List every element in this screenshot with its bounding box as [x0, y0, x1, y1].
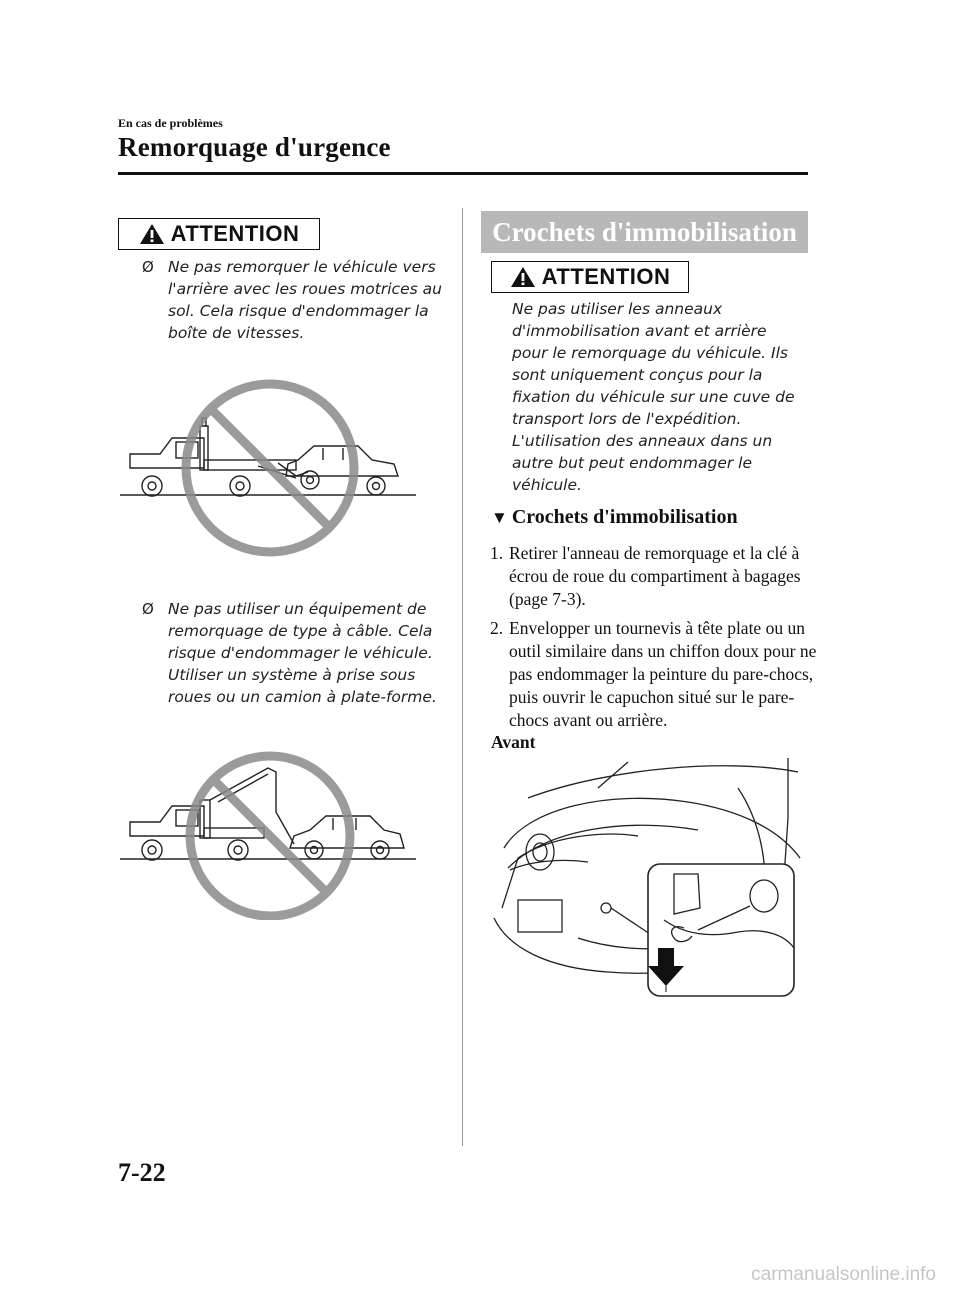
warning-item-1 [142, 256, 443, 344]
sub-heading [491, 506, 738, 529]
sub-heading-text: Crochets d'immobilisation [511, 506, 738, 528]
watermark: carmanualsonline.info [751, 1264, 936, 1285]
running-head: En cas de problèmes [118, 116, 223, 130]
step-number: 1. [490, 543, 504, 563]
warning-triangle-icon [510, 266, 536, 288]
attention-text-right: Ne pas utiliser les anneaux d'immobilisation avant et arrière pour le remorquage du véhicule. Ils sont uniquement conçus pour la fixation du véhicule sur une cuve de transport lors de l'expédition. L'utilisation des anneaux dans un autre but peut endommager le véhicule. [512, 300, 795, 494]
warning-item-2 [142, 598, 446, 708]
attention-label: ATTENTION [541, 264, 671, 289]
front-label: Avant [491, 732, 536, 752]
section-banner: Crochets d'immobilisation [481, 211, 808, 253]
step-2 [490, 617, 820, 732]
attention-box-left [118, 218, 320, 250]
triangle-marker-icon: ▼ [491, 508, 508, 527]
tow-truck-rear-drive-prohibited-illustration [118, 368, 418, 558]
header-rule [118, 172, 808, 175]
warning-text-1: Ne pas remorquer le véhicule vers l'arrière avec les roues motrices au sol. Cela risque d'endommager la boîte de vitesses. [168, 258, 442, 342]
page-title: Remorquage d'urgence [118, 132, 391, 162]
prohibition-circle-icon [186, 384, 354, 552]
cable-tow-truck-prohibited-illustration [118, 740, 418, 920]
step-1 [490, 542, 820, 611]
warning-triangle-icon [139, 223, 165, 245]
warning-text-2: Ne pas utiliser un équipement de remorquage de type à câble. Cela risque d'endommager le véhicule. Utiliser un système à prise sous roues ou un camion à plate-forme. [168, 600, 437, 706]
attention-label: ATTENTION [170, 221, 300, 246]
column-divider [462, 208, 463, 1146]
prohibition-circle-icon [190, 756, 350, 916]
bullet-arrow-icon: Ø [142, 258, 154, 276]
step-text: Retirer l'anneau de remorquage et la clé à écrou de roue du compartiment à bagages (page 7-3). [509, 543, 801, 609]
page-number: 7-22 [118, 1158, 166, 1187]
front-bumper-cap-illustration [488, 758, 808, 1018]
bullet-arrow-icon: Ø [142, 600, 154, 618]
step-text: Envelopper un tournevis à tête plate ou un outil similaire dans un chiffon doux pour ne pas endommager la peinture du pare-chocs, puis ouvrir le capuchon situé sur le pare-chocs avant ou arrière. [509, 618, 817, 730]
step-number: 2. [490, 618, 504, 638]
attention-box-right [491, 261, 689, 293]
